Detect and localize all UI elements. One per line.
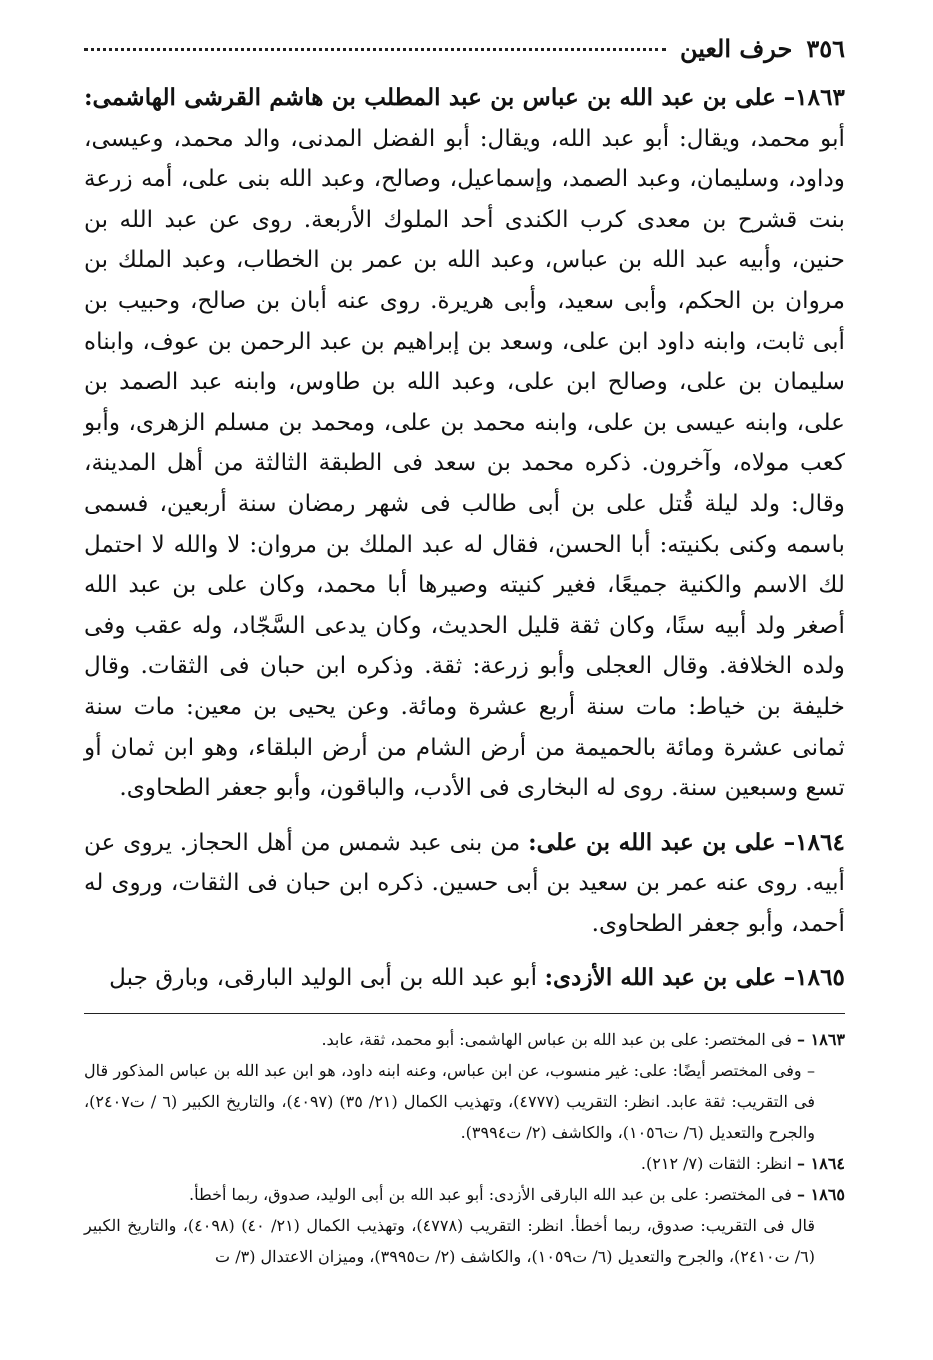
- entry-number: ١٨٦٣–: [783, 84, 845, 111]
- entry-heading: على بن عبد الله الأزدى:: [544, 964, 777, 992]
- entry-number: ١٨٦٥–: [783, 964, 845, 992]
- header-dotted-leader: [84, 48, 666, 51]
- running-header: [84, 34, 845, 78]
- entry-body: أبو عبد الله بن أبى الوليد البارقى، وبارق جبل: [109, 964, 538, 992]
- entry-body: من بنى عبد شمس من أهل الحجاز. يروى عن أبيه. روى عنه عمر بن سعيد بن أبى حسين. ذكره ابن حبان فى الثقات، وروى له أحمد، وأبو جعفر الطحاوى.: [84, 828, 845, 937]
- footnotes: [84, 1013, 845, 1272]
- footnote-text: فى المختصر: على بن عبد الله بن عباس الهاشمى: أبو محمد، ثقة، عابد.: [321, 1030, 792, 1050]
- entry-1863: [84, 78, 845, 809]
- footnote-1863-continued: [84, 1055, 845, 1148]
- footnote-number: ١٨٦٣ –: [797, 1030, 845, 1050]
- footnote-1865: [84, 1179, 845, 1210]
- entry-1865: [84, 958, 845, 999]
- footnote-1863: [84, 1024, 845, 1055]
- footnote-text: انظر: الثقات (٧/ ٢١٢).: [640, 1154, 792, 1174]
- footnote-text: فى المختصر: على بن عبد الله البارقى الأزدى: أبو عبد الله بن أبى الوليد، صدوق، ربما أخطأ.: [189, 1185, 792, 1205]
- footnote-text: – وفى المختصر أيضًا: على: غير منسوب، عن ابن عباس، وعنه ابنه داود، هو ابن عبد الله بن عباس المذكور قال فى التقريب: ثقة عابد. انظر: التقريب (٤٧٧٧)، وتهذيب الكمال (٢١/ ٣٥) (٤٠٩٧)، والتاريخ الكبير (٦ / ت٢٤٠٧)، والجرح والتعديل (٦/ ت١٠٥٦)، والكاشف (٢/ ت٣٩٩٤).: [84, 1061, 816, 1143]
- footnote-1864: [84, 1148, 845, 1179]
- entry-number: ١٨٦٤–: [783, 828, 846, 856]
- footnote-number: ١٨٦٥ –: [797, 1185, 845, 1205]
- entry-1864: [84, 823, 845, 945]
- footnote-text: قال فى التقريب: صدوق، ربما أخطأ. انظر: التقريب (٤٧٧٨)، وتهذيب الكمال (٢١/ ٤٠) (٤٠٩٨)، والتاريخ الكبير (٦/ ت٢٤١٠)، والجرح والتعديل (٦/ ت١٠٥٩)، والكاشف (٢/ ت٣٩٩٥)، وميزان الاعتدال (٣/ ت: [84, 1216, 815, 1267]
- entry-heading: على بن عبد الله بن عباس بن عبد المطلب بن هاشم القرشى الهاشمى:: [84, 84, 776, 111]
- footnote-1865-continued: [84, 1210, 845, 1272]
- chapter-title: حرف العين: [679, 34, 793, 63]
- entry-heading: على بن عبد الله بن على:: [528, 828, 776, 856]
- page-number: ٣٥٦: [806, 34, 845, 63]
- entry-body: أبو محمد، ويقال: أبو عبد الله، ويقال: أبو الفضل المدنى، والد محمد، وعيسى، وداود، وسليمان، وعبد الصمد، وإسماعيل، وصالح، وعبد الله بنى على، أمه زرعة بنت قشرح بن معدى كرب الكندى أحد الملوك الأربعة. روى عن عبد الله بن حنين، وأبيه عبد الله بن عباس، وعبد الله بن عمر بن الخطاب، وعبد الملك بن مروان بن الحكم، وأبى سعيد، وأبى هريرة. روى عنه أبان بن صالح، وحبيب بن أبى ثابت، وابنه داود ابن على، وسعد بن إبراهيم بن عبد الرحمن بن عوف، وابناه سليمان بن على، وصالح ابن على، وعبد الله بن طاوس، وابنه عبد الصمد بن على، وابنه عيسى بن على، وابنه محمد بن على، ومحمد بن مسلم الزهرى، وأبو كعب مولاه، وآخرون. ذكره محمد بن سعد فى الطبقة الثالثة من أهل المدينة، وقال: ولد ليلة قُتل على بن أبى طالب فى شهر رمضان سنة أربعين، فسمى باسمه وكنى بكنيته: أبا الحسن، فقال له عبد الملك بن مروان: لا والله لا احتمل لك الاسم والكنية جميعًا، فغير كنيته وصيرها أبا محمد، وكان على بن عبد الله أصغر ولد أبيه سنًا، وكان ثقة قليل الحديث، وكان يدعى السَّجّاد، وله عقب وفى ولده الخلافة. وقال العجلى وأبو زرعة: ثقة. وذكره ابن حبان فى الثقات. وقال خليفة بن خياط: مات سنة أربع عشرة ومائة. وعن يحيى بن معين: مات سنة ثمانى عشرة ومائة بالحميمة من أرض الشام من أرض البلقاء، وهو ابن ثمان أو تسع وسبعين سنة. روى له البخارى فى الأدب، والباقون، وأبو جعفر الطحاوى.: [84, 124, 845, 802]
- footnote-number: ١٨٦٤ –: [797, 1154, 845, 1174]
- main-text: [84, 78, 845, 999]
